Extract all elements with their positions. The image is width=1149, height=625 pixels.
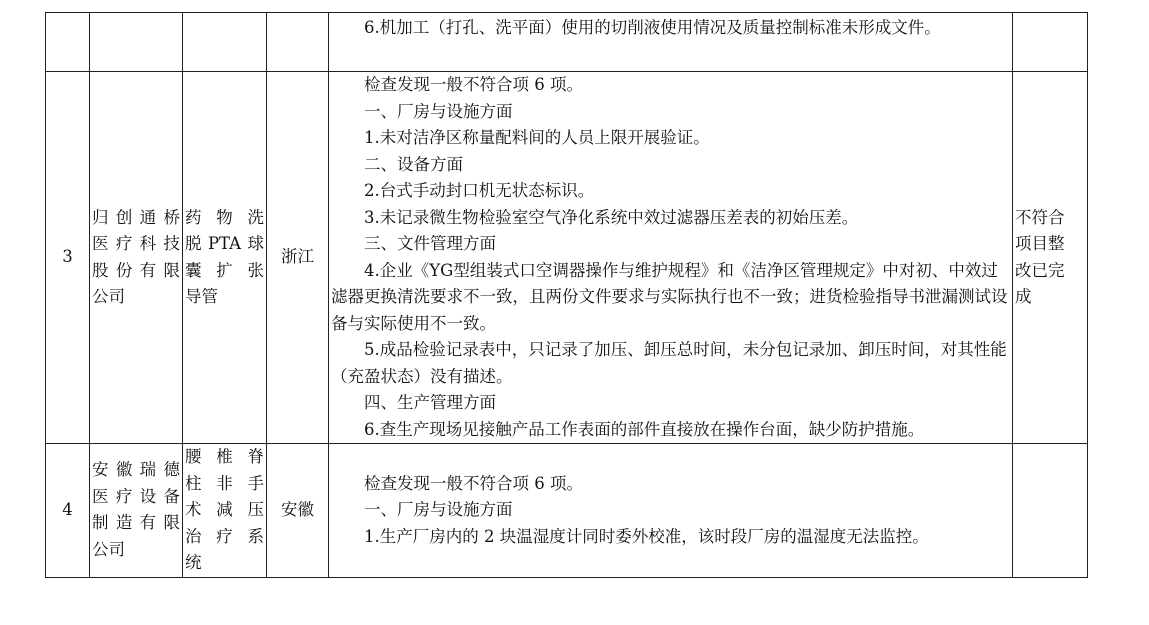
province: 浙江 (267, 72, 329, 444)
finding-section-heading: 二、设备方面 (364, 154, 463, 174)
company-name-line: 归创通桥 (92, 207, 180, 227)
finding-section-heading: 四、生产管理方面 (364, 393, 496, 412)
row-number: 4 (46, 444, 90, 578)
handling-result-line: 成 (1015, 287, 1032, 306)
table-row (46, 72, 1088, 444)
inspection-findings (329, 13, 1013, 72)
company-name-line: 医疗设备 (92, 486, 180, 506)
product-name-line: 腰 椎 脊 (185, 447, 264, 466)
company-name-line: 医疗科技 (92, 234, 180, 253)
finding-paragraph: 1.未对洁净区称量配料间的人员上限开展验证。 (364, 128, 710, 147)
product-name-line: 囊 扩 张 (185, 260, 264, 280)
finding-paragraph: 6.查生产现场见接触产品工作表面的部件直接放在操作台面，缺少防护措施。 (364, 419, 925, 439)
company-name-line: 制造有限 (92, 513, 180, 533)
finding-paragraph: 1.生产厂房内的 2 块温湿度计同时委外校准，该时段厂房的温湿度无法监控。 (364, 526, 929, 546)
handling-result (1013, 13, 1088, 72)
finding-paragraph: 检查发现一般不符合项 6 项。 (364, 75, 583, 94)
finding-paragraph: 5.成品检验记录表中，只记录了加压、卸压总时间，未分包记录加、卸压时间，对其性能（充盈状态）没有描述。 (331, 340, 1007, 386)
company-name-line: 公司 (92, 287, 125, 306)
company-name-line: 公司 (92, 539, 125, 559)
handling-result-line: 项目整 (1015, 234, 1065, 253)
table-row (46, 444, 1088, 578)
row-number: 3 (46, 72, 90, 444)
company-name (90, 72, 183, 444)
company-name (90, 444, 183, 578)
company-name (90, 13, 183, 72)
handling-result-line: 不符合 (1015, 207, 1065, 227)
company-name-line: 安徽瑞德 (92, 460, 180, 480)
province: 安徽 (267, 444, 329, 578)
inspection-table (45, 12, 1088, 578)
product-name (183, 444, 267, 578)
finding-section-heading: 一、厂房与设施方面 (364, 500, 513, 519)
inspection-table-body (46, 13, 1088, 578)
product-name (183, 13, 267, 72)
province (267, 13, 329, 72)
row-number (46, 13, 90, 72)
finding-paragraph: 检查发现一般不符合项 6 项。 (364, 473, 583, 493)
product-name-line: 脱PTA球 (185, 234, 264, 253)
handling-result-line: 改已完 (1015, 260, 1065, 280)
product-name (183, 72, 267, 444)
finding-section-heading: 三、文件管理方面 (364, 234, 496, 253)
product-name-line: 柱 非 手 (185, 473, 264, 493)
finding-paragraph: 4.企业《YG型组装式口空调器操作与维护规程》和《洁净区管理规定》中对初、中效过滤器更换清洗要求不一致，且两份文件要求与实际执行也不一致；进货检验指导书泄漏测试设备与实际使用不一致。 (331, 260, 1008, 333)
inspection-findings (329, 72, 1013, 444)
finding-paragraph: 6.机加工（打孔、洗平面）使用的切削液使用情况及质量控制标准未形成文件。 (364, 18, 941, 37)
product-name-line: 术 减 压 (185, 500, 264, 519)
finding-paragraph: 2.台式手动封口机无状态标识。 (364, 181, 595, 200)
company-name-line: 股份有限 (92, 260, 180, 280)
product-name-line: 药 物 洗 (185, 207, 264, 227)
product-name-line: 治 疗 系 (185, 526, 264, 546)
inspection-findings (329, 444, 1013, 578)
product-name-line: 统 (185, 553, 202, 572)
handling-result (1013, 72, 1088, 444)
product-name-line: 导管 (185, 287, 218, 306)
finding-paragraph: 3.未记录微生物检验室空气净化系统中效过滤器压差表的初始压差。 (364, 207, 859, 227)
finding-section-heading: 一、厂房与设施方面 (364, 101, 513, 121)
table-row (46, 13, 1088, 72)
handling-result (1013, 444, 1088, 578)
